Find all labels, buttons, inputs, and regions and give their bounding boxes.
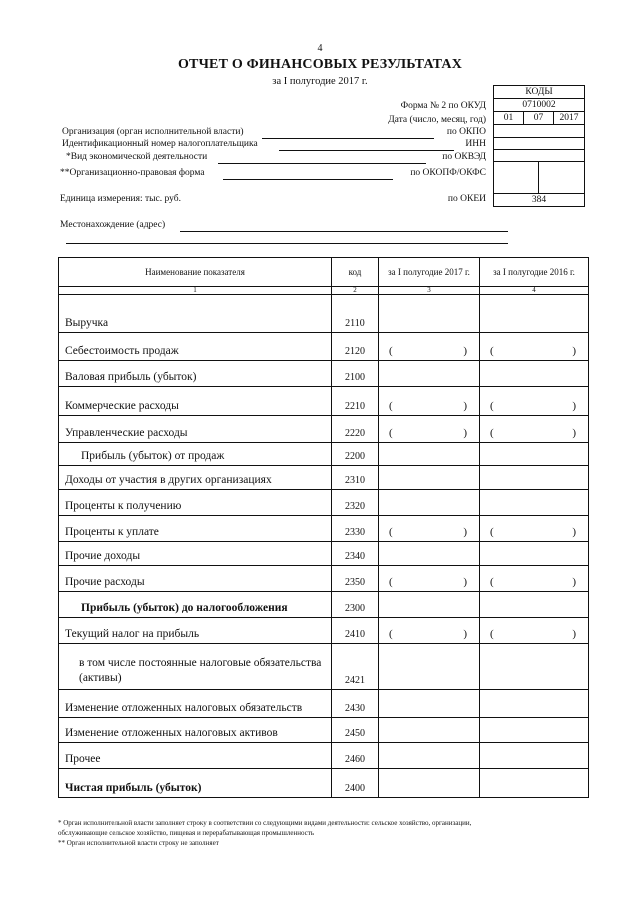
table-row	[59, 644, 589, 690]
paren-open: (	[490, 526, 494, 538]
paren-close: )	[572, 345, 576, 357]
table-row	[59, 387, 589, 416]
inn-label: ИНН	[465, 139, 486, 149]
value-2017[interactable]	[379, 416, 480, 443]
value-2017[interactable]	[379, 618, 480, 644]
value-2016[interactable]	[480, 333, 589, 361]
footnote-1-line-2: обслуживающие сельское хозяйство, пищевая и перерабатывающая промышленность	[58, 829, 315, 837]
okopf-label: по ОКОПФ/ОКФС	[410, 168, 486, 178]
legal-form-label: **Организационно-правовая форма	[60, 168, 205, 178]
financial-results-table	[58, 257, 589, 798]
col-number-1: 1	[59, 287, 332, 295]
paren-open: (	[490, 400, 494, 412]
value-2017[interactable]	[379, 592, 480, 618]
row-label: Коммерческие расходы	[59, 387, 332, 416]
legal-form-field[interactable]	[223, 179, 393, 180]
value-2017[interactable]	[379, 443, 480, 466]
row-code: 2421	[332, 644, 379, 690]
paren-close: )	[572, 400, 576, 412]
table-row	[59, 743, 589, 769]
footnote-2: ** Орган исполнительной власти строку не заполняет	[58, 839, 219, 847]
okopf-code[interactable]	[493, 161, 539, 194]
table-row	[59, 295, 589, 333]
row-code: 2340	[332, 542, 379, 566]
row-label: Выручка	[59, 295, 332, 333]
paren-close: )	[463, 628, 467, 640]
inn-text-label: Идентификационный номер налогоплательщика	[62, 139, 258, 149]
document-title: ОТЧЕТ О ФИНАНСОВЫХ РЕЗУЛЬТАТАХ	[177, 57, 463, 72]
table-row	[59, 443, 589, 466]
date-day[interactable]: 01	[493, 111, 524, 125]
value-2016[interactable]	[480, 718, 589, 743]
col-number-3: 3	[379, 287, 480, 295]
value-2017[interactable]	[379, 644, 480, 690]
value-2016[interactable]	[480, 566, 589, 592]
row-label: Изменение отложенных налоговых активов	[59, 718, 332, 743]
row-code: 2300	[332, 592, 379, 618]
value-2016[interactable]	[480, 416, 589, 443]
value-2017[interactable]	[379, 690, 480, 718]
row-label: Прибыль (убыток) от продаж	[59, 443, 332, 466]
paren-open: (	[389, 400, 393, 412]
row-label: Прочие доходы	[59, 542, 332, 566]
okpo-label: по ОКПО	[446, 127, 486, 137]
paren-open: (	[490, 576, 494, 588]
value-2017[interactable]	[379, 295, 480, 333]
paren-open: (	[490, 427, 494, 439]
value-2017[interactable]	[379, 387, 480, 416]
date-month[interactable]: 07	[523, 111, 554, 125]
table-row	[59, 618, 589, 644]
paren-close: )	[572, 628, 576, 640]
paren-close: )	[463, 400, 467, 412]
table-row	[59, 718, 589, 743]
row-label: Проценты к получению	[59, 490, 332, 516]
okud-code[interactable]: 0710002	[493, 98, 585, 112]
value-2016[interactable]	[480, 295, 589, 333]
paren-close: )	[572, 576, 576, 588]
paren-close: )	[463, 427, 467, 439]
value-2016[interactable]	[480, 490, 589, 516]
row-code: 2430	[332, 690, 379, 718]
paren-close: )	[572, 427, 576, 439]
value-2017[interactable]	[379, 516, 480, 542]
value-2016[interactable]	[480, 466, 589, 490]
table-row	[59, 769, 589, 798]
paren-open: (	[490, 345, 494, 357]
paren-open: (	[389, 628, 393, 640]
paren-close: )	[463, 526, 467, 538]
row-code: 2450	[332, 718, 379, 743]
row-label: Текущий налог на прибыль	[59, 618, 332, 644]
row-code: 2110	[332, 295, 379, 333]
table-row	[59, 690, 589, 718]
paren-open: (	[389, 576, 393, 588]
row-code: 2410	[332, 618, 379, 644]
table-row	[59, 466, 589, 490]
form-okud-label: Форма № 2 по ОКУД	[400, 101, 486, 111]
row-label: Доходы от участия в других организациях	[59, 466, 332, 490]
value-2017[interactable]	[379, 542, 480, 566]
table-row	[59, 516, 589, 542]
row-label: Чистая прибыль (убыток)	[59, 769, 332, 798]
table-row	[59, 361, 589, 387]
row-code: 2320	[332, 490, 379, 516]
org-field[interactable]	[262, 138, 434, 139]
value-2017[interactable]	[379, 566, 480, 592]
table-row	[59, 592, 589, 618]
paren-close: )	[463, 576, 467, 588]
column-number-row	[59, 287, 589, 295]
codes-header: КОДЫ	[493, 85, 585, 99]
row-label: в том числе постоянные налоговые обязательства (активы)	[59, 644, 332, 690]
row-code: 2350	[332, 566, 379, 592]
row-code: 2400	[332, 769, 379, 798]
value-2017[interactable]	[379, 718, 480, 743]
okpo-code[interactable]	[493, 124, 585, 138]
row-label: Прочее	[59, 743, 332, 769]
table-row	[59, 542, 589, 566]
row-code: 2460	[332, 743, 379, 769]
activity-label: *Вид экономической деятельности	[66, 152, 208, 162]
row-label: Проценты к уплате	[59, 516, 332, 542]
unit-label: Единица измерения: тыс. руб.	[60, 194, 181, 204]
table-header-row	[59, 258, 589, 287]
row-label: Управленческие расходы	[59, 416, 332, 443]
value-2016[interactable]	[480, 443, 589, 466]
paren-open: (	[389, 526, 393, 538]
row-label: Валовая прибыль (убыток)	[59, 361, 332, 387]
row-label: Изменение отложенных налоговых обязательств	[59, 690, 332, 718]
okved-label: по ОКВЭД	[442, 152, 486, 162]
okei-code[interactable]: 384	[493, 193, 585, 207]
header-indicator: Наименование показателя	[59, 258, 332, 287]
row-label: Прочие расходы	[59, 566, 332, 592]
value-2017[interactable]	[379, 333, 480, 361]
table-row	[59, 416, 589, 443]
table-row	[59, 333, 589, 361]
value-2016[interactable]	[480, 387, 589, 416]
value-2016[interactable]	[480, 361, 589, 387]
value-2016[interactable]	[480, 769, 589, 798]
paren-close: )	[463, 345, 467, 357]
value-2017[interactable]	[379, 361, 480, 387]
value-2017[interactable]	[379, 490, 480, 516]
okfs-code[interactable]	[538, 161, 585, 194]
header-code: код	[332, 258, 379, 287]
activity-field[interactable]	[218, 163, 426, 164]
paren-open: (	[490, 628, 494, 640]
value-2017[interactable]	[379, 743, 480, 769]
table-row	[59, 566, 589, 592]
value-2016[interactable]	[480, 644, 589, 690]
value-2016[interactable]	[480, 743, 589, 769]
value-2016[interactable]	[480, 516, 589, 542]
report-period: за I полугодие 2017 г.	[272, 76, 368, 87]
location-field-2[interactable]	[66, 243, 508, 244]
header-2017: за I полугодие 2017 г.	[379, 258, 480, 287]
col-number-2: 2	[332, 287, 379, 295]
row-code: 2310	[332, 466, 379, 490]
paren-open: (	[389, 345, 393, 357]
value-2016[interactable]	[480, 618, 589, 644]
row-code: 2220	[332, 416, 379, 443]
row-label: Себестоимость продаж	[59, 333, 332, 361]
okei-label: по ОКЕИ	[447, 194, 486, 204]
col-number-4: 4	[480, 287, 589, 295]
page-number: 4	[317, 43, 323, 54]
row-code: 2100	[332, 361, 379, 387]
value-2016[interactable]	[480, 690, 589, 718]
table-row	[59, 490, 589, 516]
footnote-1	[58, 818, 471, 848]
row-code: 2120	[332, 333, 379, 361]
location-label: Местонахождение (адрес)	[60, 220, 166, 230]
row-code: 2330	[332, 516, 379, 542]
header-2016: за I полугодие 2016 г.	[480, 258, 589, 287]
date-label: Дата (число, месяц, год)	[388, 115, 486, 125]
value-2017[interactable]	[379, 466, 480, 490]
footnote-1-line-1: * Орган исполнительной власти заполняет строку в соответствии со следующими видами деятельности: сельское хозяйство, организации,	[58, 819, 472, 827]
location-field[interactable]	[180, 231, 508, 232]
date-year[interactable]: 2017	[553, 111, 585, 125]
inn-field[interactable]	[279, 150, 454, 151]
paren-open: (	[389, 427, 393, 439]
row-code: 2200	[332, 443, 379, 466]
row-code: 2210	[332, 387, 379, 416]
value-2016[interactable]	[480, 542, 589, 566]
value-2017[interactable]	[379, 769, 480, 798]
value-2016[interactable]	[480, 592, 589, 618]
org-label: Организация (орган исполнительной власти)	[62, 127, 244, 137]
paren-close: )	[572, 526, 576, 538]
row-label: Прибыль (убыток) до налогообложения	[59, 592, 332, 618]
